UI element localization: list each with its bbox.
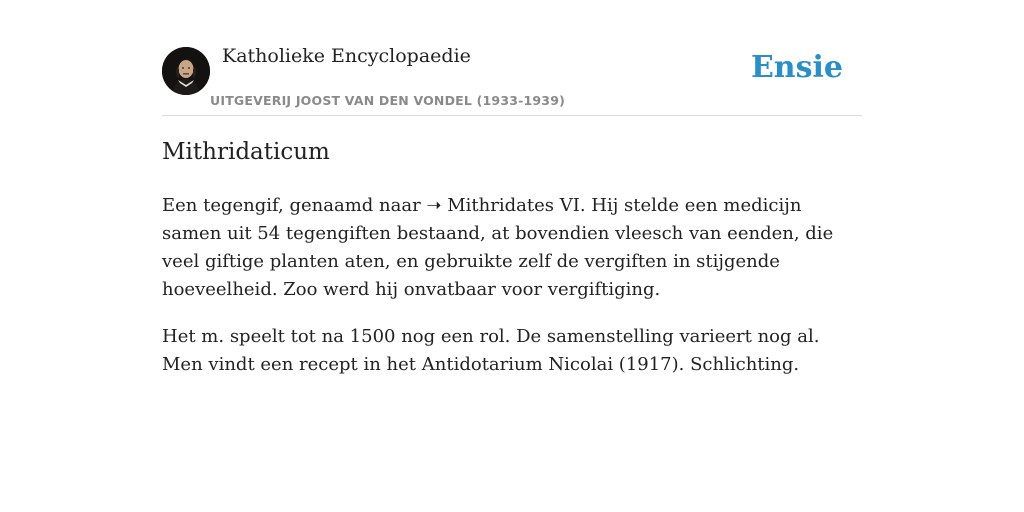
publisher-line: UITGEVERIJ JOOST VAN DEN VONDEL (1933-1939) [210, 93, 566, 108]
article-paragraph: Een tegengif, genaamd naar ➝ Mithridates VI. Hij stelde een medicijn samen uit 54 tegengiften bestaand, at bovendien vleesch van eenden, die veel giftige planten aten, en gebruikte zelf de vergiften in stijgende hoeveelheid. Zoo werd hij onvatbaar voor vergiftiging. [162, 195, 834, 300]
article-body [162, 192, 864, 398]
portrait-icon [162, 47, 210, 95]
brand-logo[interactable]: Ensie [750, 50, 843, 85]
article-paragraph: Het m. speelt tot na 1500 nog een rol. De samenstelling varieert nog al. Men vindt een recept in het Antidotarium Nicolai (1917). Schlichting. [162, 326, 820, 375]
publication-header [162, 0, 862, 116]
publication-title[interactable]: Katholieke Encyclopaedie [222, 45, 471, 67]
publication-avatar[interactable] [162, 47, 210, 95]
page [162, 0, 862, 375]
article-title: Mithridaticum [162, 139, 330, 165]
